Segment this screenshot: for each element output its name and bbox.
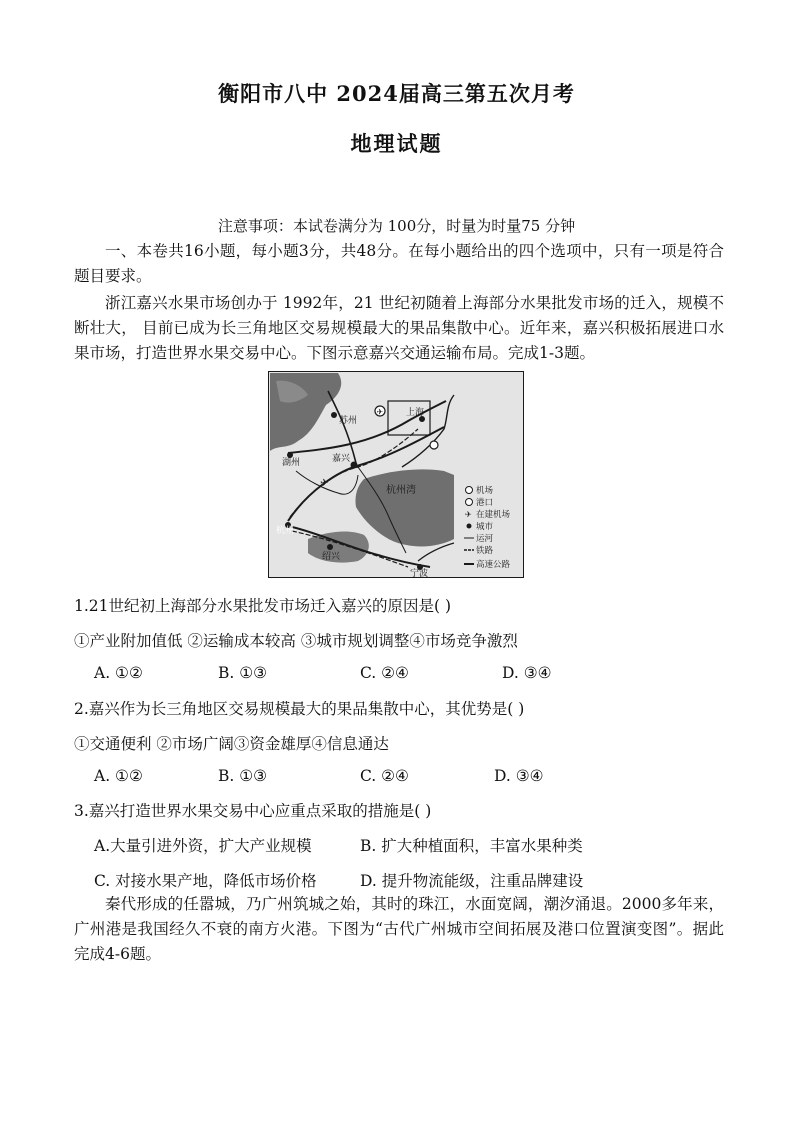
legend-city: 城市: [476, 522, 494, 532]
label-hangzhou-bay: 杭州湾: [386, 485, 416, 496]
map-legend: [462, 479, 522, 575]
q3-option-d[interactable]: D. 提升物流能级，注重品牌建设: [360, 872, 584, 890]
q2-option-d[interactable]: D. ③④: [494, 767, 544, 785]
q1-option-b[interactable]: B. ①③: [218, 664, 268, 682]
legend-under-construction: 在建机场: [476, 510, 511, 520]
q2-option-b[interactable]: B. ①③: [218, 767, 268, 785]
q2-option-a[interactable]: A. ①②: [94, 767, 143, 785]
q3-option-c[interactable]: C. 对接水果产地，降低市场价格: [94, 872, 317, 890]
exam-title: 衡阳市八中 2024届高三第五次月考: [218, 81, 575, 106]
passage-guangzhou: 秦代形成的任嚣城，乃广州筑城之始，其时的珠江，水面宽阔，潮汐涌退。2000多年来，广州港是我国经久不衰的南方火港。下图为“古代广州城市空间拓展及港口位置演变图”。据此完成4-6题。: [74, 895, 724, 963]
legend-airport: 机场: [476, 486, 494, 496]
legend-expressway: 高速公路: [476, 560, 511, 570]
question-2-items: ①交通便利 ②市场广阔③资金雄厚④信息通达: [74, 735, 389, 753]
legend-city-icon: [467, 524, 472, 529]
question-3-stem: 3.嘉兴打造世界水果交易中心应重点采取的措施是( ): [74, 802, 432, 820]
q2-option-c[interactable]: C. ②④: [360, 767, 409, 785]
legend-port-icon: [466, 499, 473, 506]
label-jiaxing: 嘉兴: [332, 454, 351, 464]
question-1-stem: 1.21世纪初上海部分水果批发市场迁入嘉兴的原因是( ): [74, 597, 452, 615]
q1-option-d[interactable]: D. ③④: [502, 664, 552, 682]
q3-option-a[interactable]: A.大量引进外资，扩大产业规模: [94, 837, 312, 855]
legend-railway: 铁路: [476, 546, 494, 556]
q1-option-a[interactable]: A. ①②: [94, 664, 143, 682]
label-shaoxing: 绍兴: [322, 552, 341, 562]
city-dot-jiaxing: [351, 462, 358, 469]
city-dot-suzhou: [331, 412, 337, 418]
question-2-stem: 2.嘉兴作为长三角地区交易规模最大的果品集散中心，其优势是( ): [74, 700, 525, 718]
label-ningbo: 宁波: [410, 569, 429, 578]
section-instructions: 一、本卷共16小题，每小题3分，共48分。在每小题给出的四个选项中，只有一项是符合题目要求。: [74, 242, 724, 285]
label-shanghai: 上海: [406, 408, 425, 418]
airport-under-construction-icon: ✈: [320, 478, 329, 489]
map-svg: [268, 371, 524, 578]
label-huzhou: 湖州: [282, 458, 301, 468]
jiaxing-transport-map: [268, 371, 524, 578]
airport-glyph: ✈: [376, 407, 384, 417]
port-icon: [430, 441, 438, 449]
passage-jiaxing: 浙江嘉兴水果市场创办于 1992年，21 世纪初随着上海部分水果批发市场的迁入，规模不断壮大， 目前已成为长三角地区交易规模最大的果品集散中心。近年来，嘉兴积极拓展进口水果市场，打造世界水果交易中心。下图示意嘉兴交通运输布局。完成1-3题。: [74, 294, 724, 362]
question-1-items: ①产业附加值低 ②运输成本较高 ③城市规划调整④市场竞争激烈: [74, 632, 518, 650]
legend-canal: 运河: [476, 534, 494, 544]
city-dot-shaoxing: [327, 544, 333, 550]
q3-option-b[interactable]: B. 扩大种植面积，丰富水果种类: [360, 837, 583, 855]
q1-option-c[interactable]: C. ②④: [360, 664, 409, 682]
label-hangzhou: 杭州: [276, 526, 295, 536]
notice-text: 注意事项：本试卷满分为 100分，时量为时量75 分钟: [217, 217, 576, 235]
legend-airport-icon: [466, 487, 473, 494]
legend-airport-under-construction-icon: ✈: [465, 510, 472, 519]
subject-title: 地理试题: [350, 131, 443, 156]
label-suzhou: 苏州: [339, 416, 358, 426]
legend-port: 港口: [476, 498, 494, 508]
